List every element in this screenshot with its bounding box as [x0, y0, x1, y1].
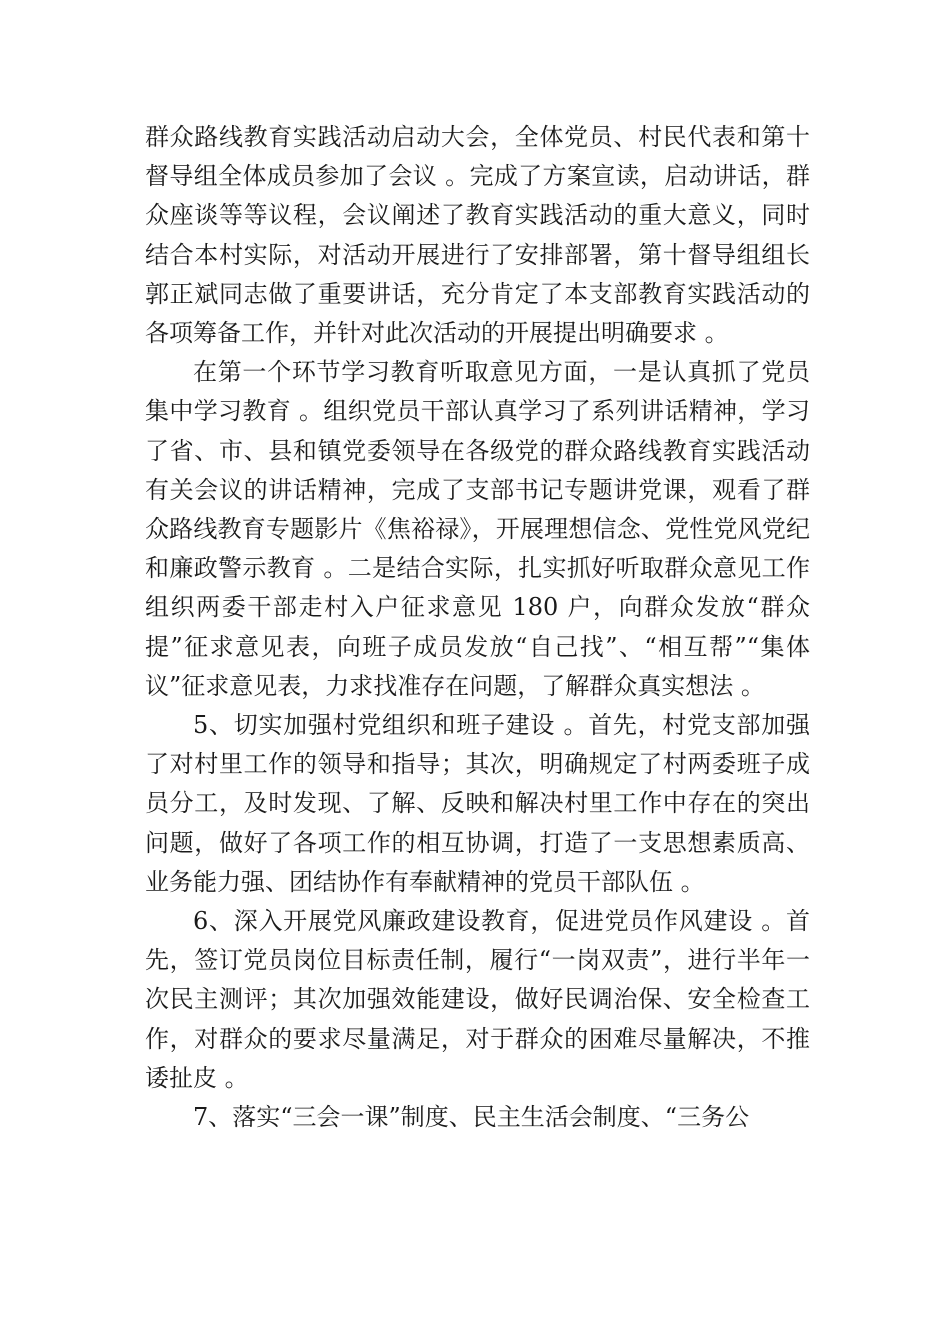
paragraph-item-6-integrity: 6、深入开展党风廉政建设教育，促进党员作风建设 。首先，签订党员岗位目标责任制，履行“一岗双责”，进行半年一次民主测评；其次加强效能建设，做好民调治保、安全检查工作，对群众的要求尽量满足，对于群众的困难尽量解决，不推诿扯皮 。	[145, 907, 810, 1092]
paragraph-study-education: 在第一个环节学习教育听取意见方面，一是认真抓了党员集中学习教育 。组织党员干部认真学习了系列讲话精神，学习了省、市、县和镇党委领导在各级党的群众路线教育实践活动有关会议的讲话精神，完成了支部书记专题讲党课，观看了群众路线教育专题影片《焦裕禄》，开展理想信念、党性党风党纪和廉政警示教育 。二是结合实际，扎实抓好听取群众意见工作组织两委干部走村入户征求意见 180 户，向群众发放“群众提”征求意见表，向班子成员发放“自己找”、“相互帮”“集体议”征求意见表，力求找准存在问题，了解群众真实想法 。	[145, 358, 810, 700]
paragraph-launch-meeting: 群众路线教育实践活动启动大会，全体党员、村民代表和第十督导组全体成员参加了会议 。完成了方案宣读，启动讲话，群众座谈等等议程，会议阐述了教育实践活动的重大意义，同时结合本村实际，对活动开展进行了安排部署，第十督导组组长郭正斌同志做了重要讲话，充分肯定了本支部教育实践活动的各项筹备工作，并针对此次活动的开展提出明确要求 。	[145, 123, 810, 348]
document-body	[145, 118, 810, 1137]
paragraph-item-5-organization: 5、切实加强村党组织和班子建设 。首先，村党支部加强了对村里工作的领导和指导；其次，明确规定了村两委班子成员分工，及时发现、了解、反映和解决村里工作中存在的突出问题，做好了各项工作的相互协调，打造了一支思想素质高、业务能力强、团结协作有奉献精神的党员干部队伍 。	[145, 711, 810, 896]
paragraph-item-7-systems: 7、落实“三会一课”制度、民主生活会制度、“三务公	[193, 1103, 750, 1132]
